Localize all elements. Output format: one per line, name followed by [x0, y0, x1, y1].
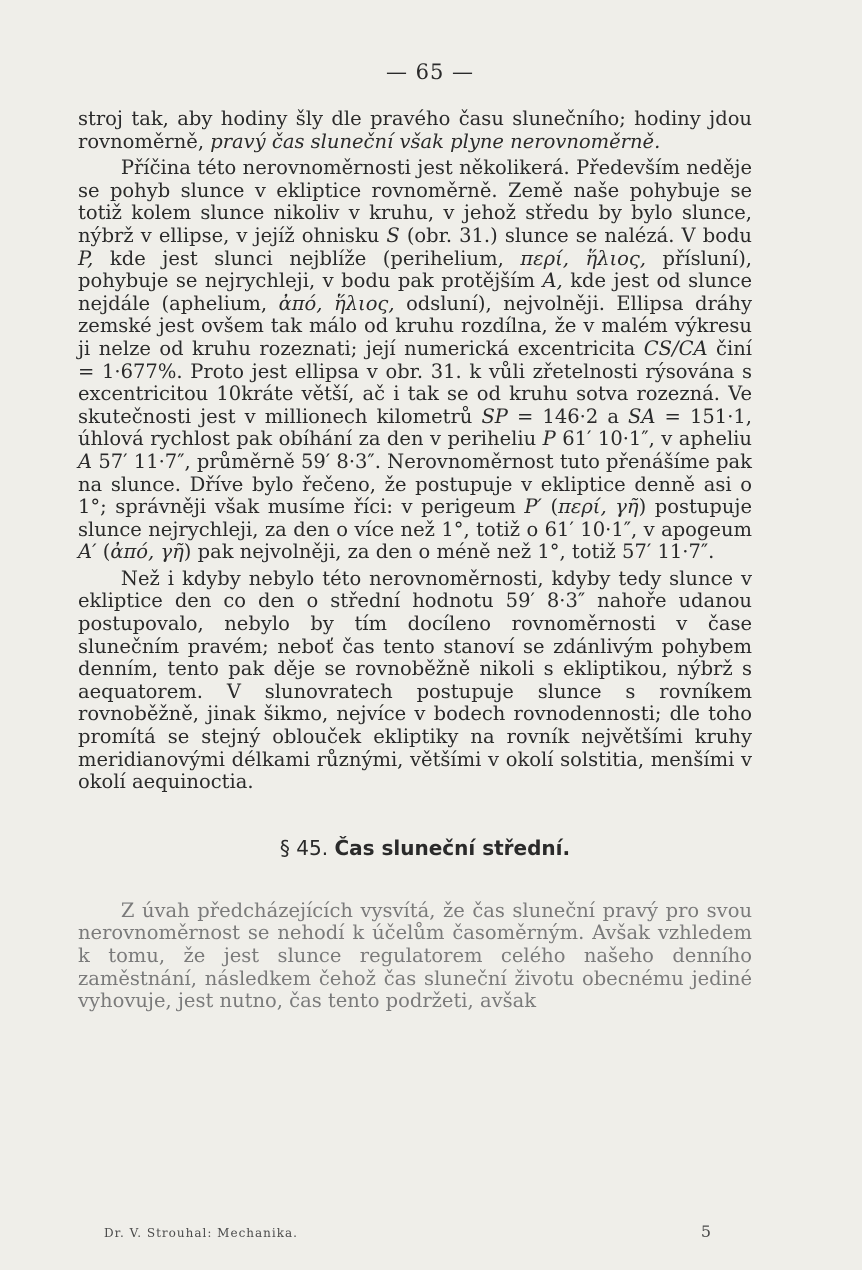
text-segment: (obr. 31.) slunce se nalézá. V bodu	[399, 223, 752, 247]
text-segment: přísluní), pohybuje se nejrychleji, v bodu pak protějším	[78, 246, 752, 293]
text-segment: činí = 1·677%. Proto jest ellipsa v obr. 31. k vůli zřetelnosti rýsována s excentricitou 10kráte větší, ač i tak se od kruhu sotva rozezná. Ve skutečnosti jest v millionech kilometrů	[78, 336, 753, 428]
text-segment: stroj tak, aby hodiny šly dle pravého času slunečního; hodiny jdou rovnoměrně,	[78, 107, 752, 153]
text-segment: odsluní), nejvolněji. Ellipsa dráhy zemské jest ovšem tak málo od kruhu rozdílna, že v malém výkresu ji nelze od kruhu rozeznati; její numerická excentricita	[78, 291, 752, 360]
paragraph	[78, 568, 752, 794]
paragraph	[78, 108, 752, 153]
text-segment: (	[541, 495, 559, 519]
italic-text: CS/CA	[643, 336, 708, 360]
text-segment: 57′ 11·7″, průměrně 59′ 8·3″. Nerovnoměrnost tuto přenášíme pak na slunce. Dříve bylo řečeno, že postupuje v ekliptice denně asi o 1°; správněji však musíme říci: v perigeum	[78, 449, 752, 519]
footer-author: Dr. V. Strouhal: Mechanika.	[104, 1226, 298, 1240]
italic-text: SA	[628, 404, 656, 428]
italic-text: ἀπό, ἥλιος,	[278, 291, 395, 315]
italic-text: περί, ἥλιος,	[520, 246, 647, 270]
italic-text: περί, γῆ	[558, 495, 639, 519]
paragraph	[78, 157, 752, 564]
italic-text: A	[78, 449, 93, 473]
text-segment: Než i kdyby nebylo této nerovnoměrnosti, kdyby tedy slunce v ekliptice den co den o střední hodnotu 59′ 8·3″ nahoře udanou postupovalo, nebylo by tím docíleno rovnoměrnosti v čase slunečním pravém; neboť čas tento stanoví se zdánlivým pohybem denním, tento pak děje se rovnoběžně nikoli s ekliptikou, nýbrž s aequatorem. V slunovratech postupuje slunce s rovníkem rovnoběžně, jinak šikmo, nejvíce v bodech rovnodennosti; dle toho promítá se stejný oblouček ekliptiky na rovník největšími kruhy meridianovými délkami různými, většími v okolí solstitia, menšími v okolí aequinoctia.	[78, 566, 752, 794]
final-paragraph: Z úvah předcházejících vysvítá, že čas sluneční pravý pro svou nerovnoměrnost se nehodí k účelům časoměrným. Avšak vzhledem k tomu, že jest slunce regulatorem celého našeho denního zaměstnání, následkem čehož čas sluneční životu obecnému jediné vyhovuje, jest nutno, čas tento podržeti, avšak	[78, 898, 752, 1013]
text-segment: = 151·1, úhlová rychlost pak obíhání za den v periheliu	[78, 404, 753, 451]
italic-text: P′	[524, 495, 542, 519]
italic-text: A,	[542, 269, 563, 293]
italic-text: P,	[78, 246, 94, 270]
italic-text: A′	[78, 540, 97, 564]
italic-text: S	[386, 223, 400, 247]
text-segment: = 146·2 a	[507, 404, 629, 428]
text-segment: Příčina této nerovnoměrnosti jest několikerá. Především neděje se pohyb slunce v ekliptice rovnoměrně. Země naše pohybuje se totiž kolem slunce nikoliv v kruhu, v jehož středu by bylo slunce, nýbrž v ellipse, v jejíž ohnisku	[78, 156, 752, 247]
section-heading	[78, 836, 752, 860]
final-text	[78, 900, 752, 1013]
body-text	[78, 108, 752, 794]
text-segment: (	[96, 540, 111, 564]
footer-sheet-number: 5	[700, 1222, 712, 1241]
text-segment: kde jest od slunce nejdále (aphelium,	[78, 269, 752, 315]
italic-text: P	[542, 427, 556, 451]
text-segment: ) postupuje slunce nejrychleji, za den o více než 1°, totiž o 61′ 10·1″, v apogeum	[78, 495, 752, 541]
section-title: Čas sluneční střední.	[334, 835, 571, 860]
text-segment: ) pak nejvolněji, za den o méně než 1°, totiž 57′ 11·7″.	[183, 540, 715, 564]
text-segment: 61′ 10·1″, v apheliu	[555, 427, 752, 451]
text-segment: kde jest slunci nejblíže (perihelium,	[93, 246, 521, 270]
italic-text: pravý čas sluneční však plyne nerovnoměrně.	[210, 129, 661, 153]
italic-text: ἀπό, γῆ	[110, 540, 184, 564]
italic-text: SP	[481, 404, 508, 428]
section-number: § 45.	[279, 835, 329, 860]
page-footer	[104, 1222, 712, 1241]
page-number: — 65 —	[385, 60, 475, 84]
